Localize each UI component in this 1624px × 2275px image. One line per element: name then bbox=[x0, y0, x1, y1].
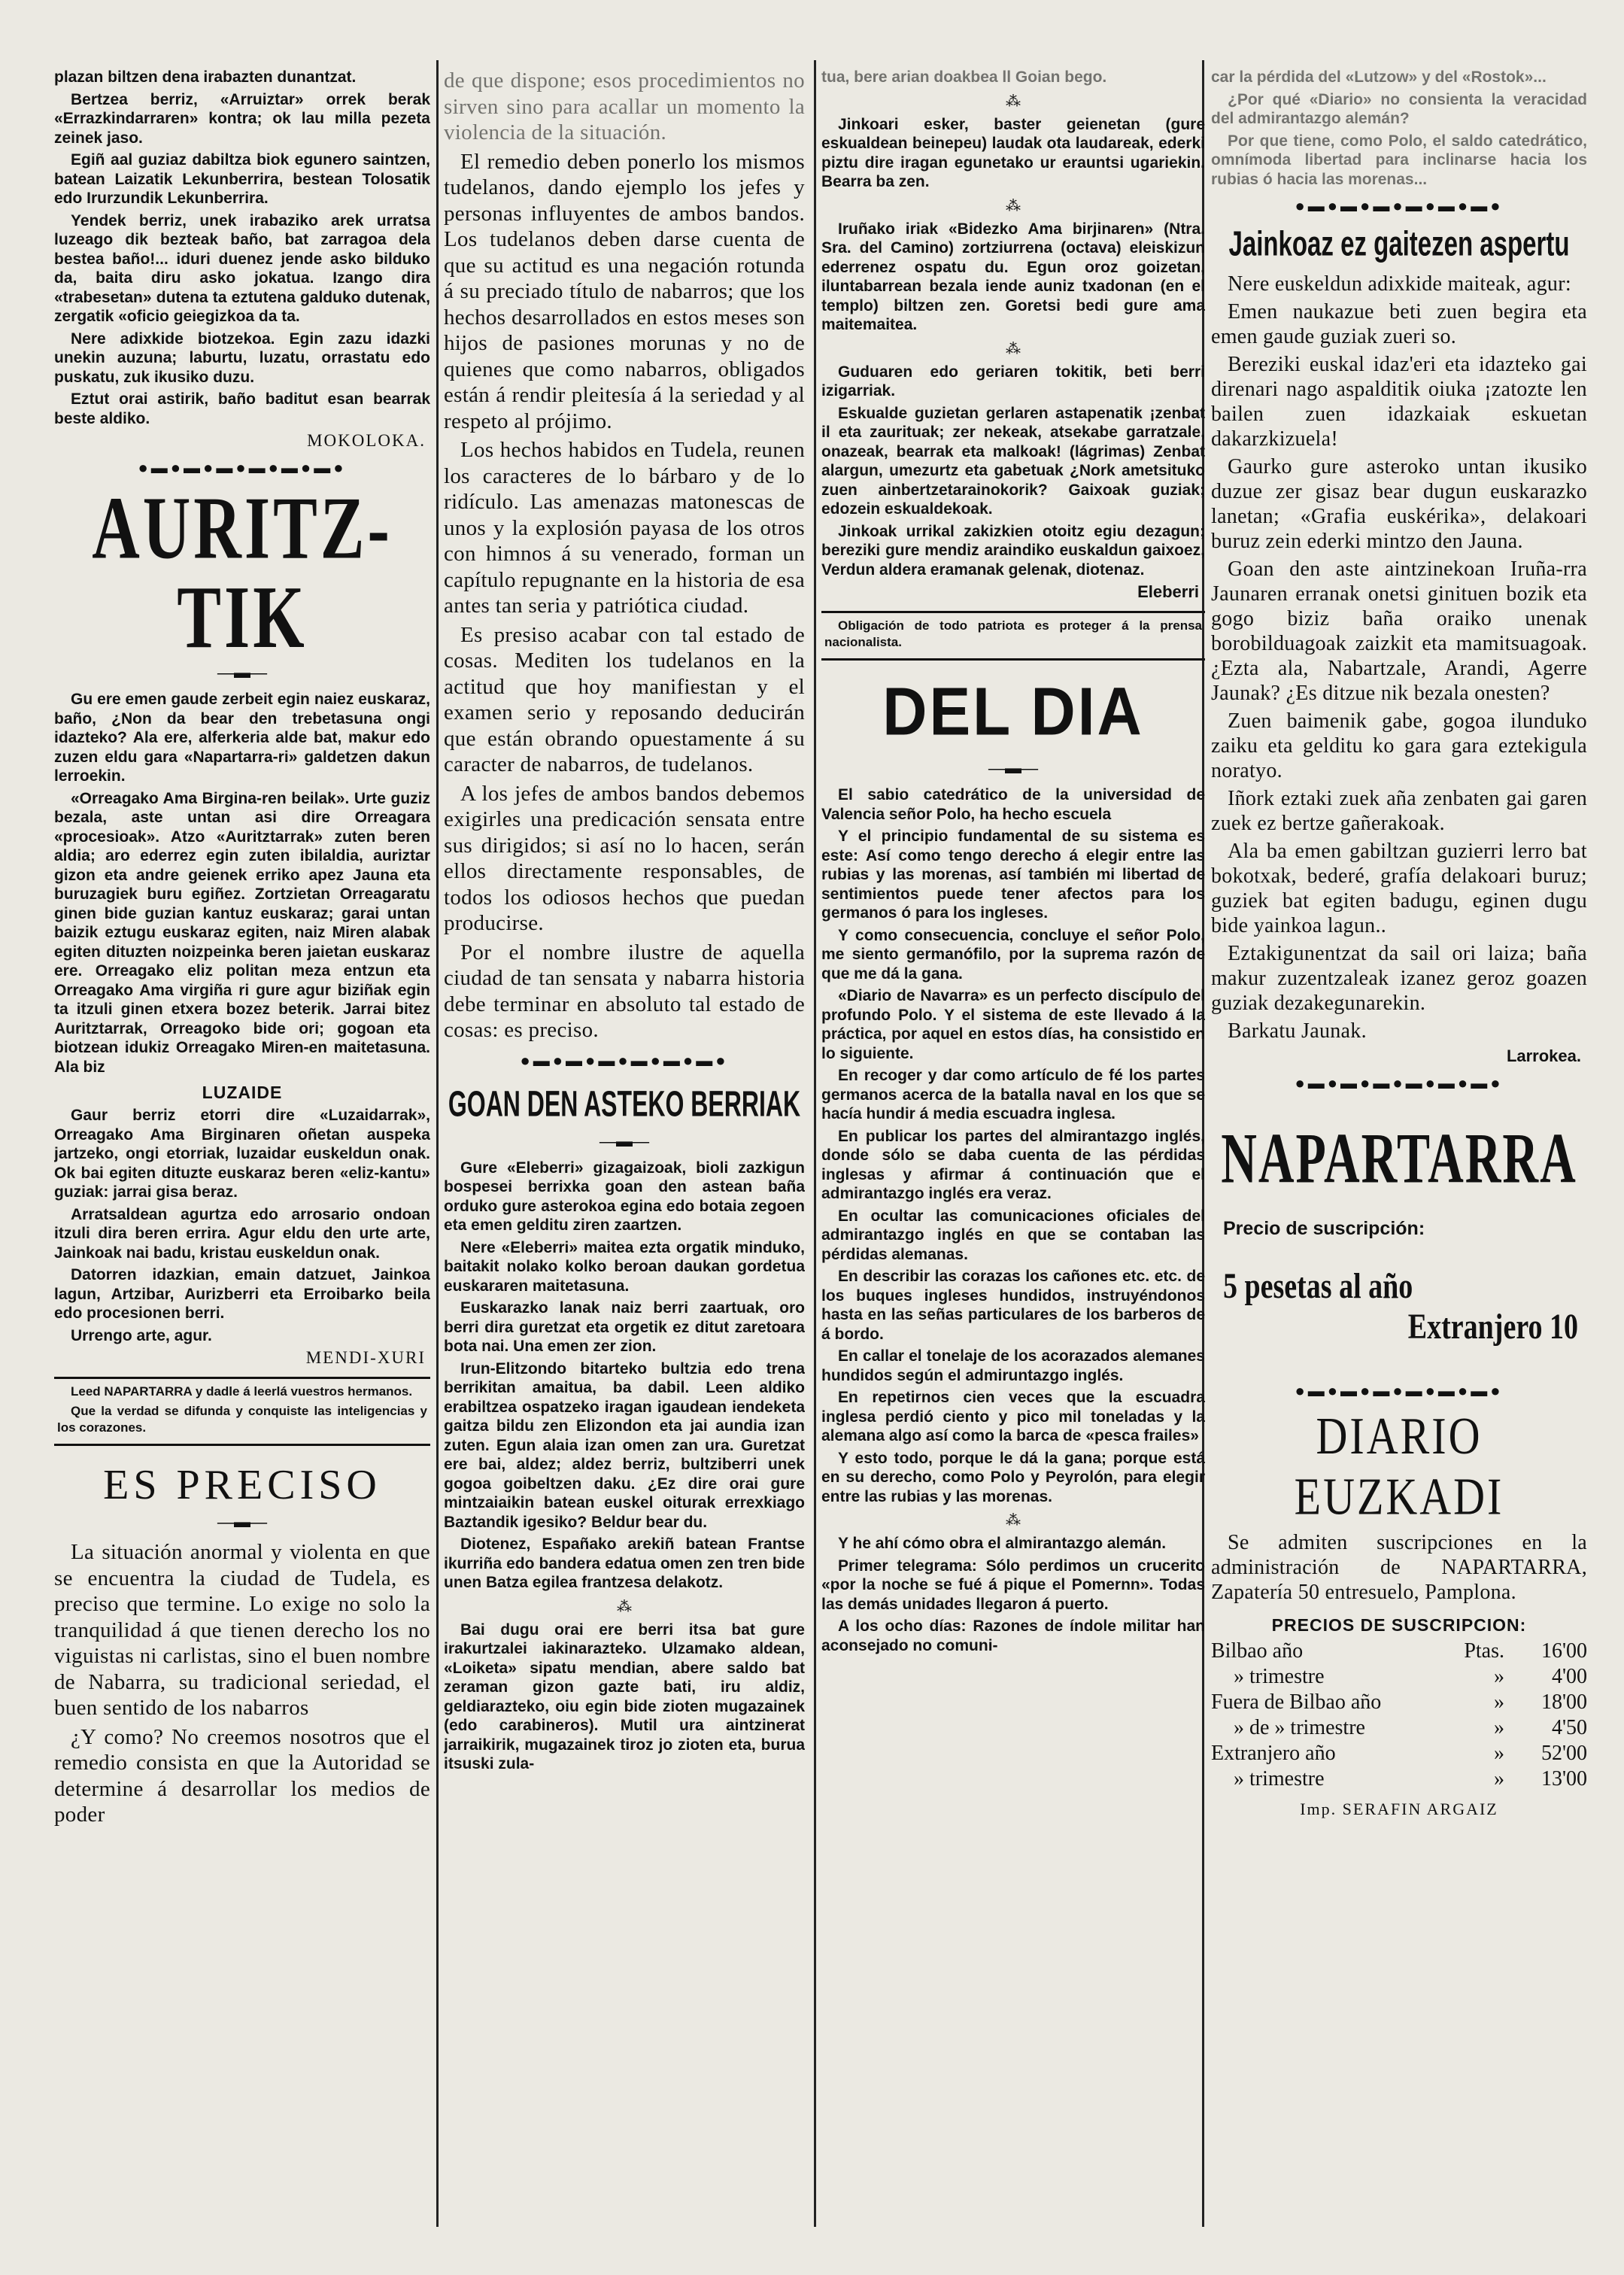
paragraph: Yendek berriz, unek irabaziko arek urratsa luzeago dik bezteak baño, bat zarragoa dela bestea baño!... iduri duenez jende asko bilduko da, baita diru asko jokatua. Izango dira «trabesetan» dutena ta eztutena galduko dutenak, zergatik «oficio geiegizkoa da ta. bbox=[54, 211, 430, 325]
ornamental-divider: ●▬●▬●▬●▬●▬●▬● bbox=[1295, 1381, 1504, 1400]
paragraph: ¿Y como? No creemos nosotros que el remedio consista en que la Autoridad se determine á desarrollar los medios de poder bbox=[54, 1724, 430, 1827]
price-table bbox=[1211, 1639, 1587, 1792]
price-unit: » bbox=[1494, 1742, 1504, 1765]
paragraph: Arratsaldean agurtza edo arrosario ondoan itzuli dira beren errira. Agur eldu den urte arte, Jainkoak nai badu, kristau euskeldun onak. bbox=[54, 1205, 430, 1262]
paragraph: Y he ahí cómo obra el almirantazgo alemán. bbox=[838, 1535, 1167, 1552]
paragraph: Eskualde guzietan gerlaren astapenatik ¡zenbat il eta zaurituak; zer nekeak, atsekabe garratzale, onazeak, bearrak eta malkoak! (lágrimas) Zenbat alargun, umezurtz eta gabetuak ¿Nork ametsituko zuen ainbertzetarainokorik? Gaixoak guziak; edozein eskualdekoak. bbox=[821, 404, 1205, 518]
paragraph: de que dispone; esos procedimientos no sirven sino para acallar un momento la violencia de la situación. bbox=[444, 68, 805, 144]
paragraph: Gaurko gure asteroko untan ikusiko duzue zer gisaz bear dugun euskarazko lanetan; «Grafia euskérika», delakoari buruz zein ederki mintzo den Jauna. bbox=[1211, 455, 1587, 553]
paragraph: Irun-Elitzondo bitarteko bultzia edo trena berrikitan amaitua, ba dabil. Leen aldiko erabiltzea ospatzeko iragan igaudean iendeketa gaitza bildu zen Elizondon eta jai aundia izan zuten. Egun alaia izan omen zan ura. Guretzat ere bai, aldez; aldez berriz, bultziberri unek gogoa goibeltzen daku. ¿Ez dire orai gure mintzaiaikin batean euskel oiturak errexkiago Baztandik igesiko? Beldur bear du. bbox=[444, 1359, 805, 1531]
price-row bbox=[1211, 1690, 1587, 1715]
paragraph: Gure «Eleberri» gizagaizoak, bioli zazkigun bospesei berrixka goan den astean baña orduko gure asterokoa egina edo botaia zegoen eta emen gelditu ziren zaartzen. bbox=[444, 1159, 805, 1234]
price-amount: 4'50 bbox=[1551, 1716, 1587, 1739]
subheading-luzaide: LUZAIDE bbox=[202, 1083, 283, 1102]
article-goan-den bbox=[444, 1159, 805, 1774]
prices-heading: PRECIOS DE SUSCRIPCION: bbox=[1271, 1615, 1527, 1635]
paragraph: Jinkoak urrikal zakizkien otoitz egiu dezagun; bereziki gure mendiz araindiko euskaldun gaixoez, Verdun aldera eramanak gelenak, diotenaz. bbox=[821, 522, 1205, 579]
price-label: Bilbao año bbox=[1211, 1639, 1304, 1663]
paragraph: Ala ba emen gabiltzan guzierri lerro bat bokotxak, bederé, grafía delakoari buruz; guziek bat egiten badugu, eginen dugu bide yainkoa lagun.. bbox=[1211, 840, 1587, 937]
paragraph: Bai dugu orai ere berri itsa bat gure irakurtzalei iakinarazteko. Ulzamako aldean, «Loiketa» sipatu mendian, abere saldo bat zeraman gizon gazte bati, iru aldiz, geldiarazteko, oiu egin bide zioten mugazainek (edo carabineros). Mutil ura aintzinerat jarraikirik, mugazainek tiroz jo zioten eta, burua itsuski zula- bbox=[444, 1620, 805, 1772]
article-es-preciso-cont bbox=[444, 68, 805, 1043]
price-row bbox=[1211, 1741, 1587, 1766]
paragraph: Y como consecuencia, concluye el señor Polo, me siento germanófilo, por la suprema razón de que me dá la gana. bbox=[821, 926, 1205, 983]
asterism: ⁂ bbox=[1006, 93, 1021, 110]
price-row bbox=[1211, 1639, 1587, 1664]
ornamental-divider: ●▬●▬●▬●▬●▬●▬● bbox=[520, 1050, 729, 1070]
paragraph: Urrengo arte, agur. bbox=[71, 1326, 212, 1344]
notice-text: Obligación de todo patriota es proteger á la prensa nacionalista. bbox=[824, 618, 1202, 649]
article-continuation bbox=[54, 68, 430, 451]
notice-text: Que la verdad se difunda y conquiste las inteligencias y los corazones. bbox=[57, 1404, 427, 1435]
title-dash: —▬— bbox=[217, 663, 267, 682]
paragraph: Los hechos habidos en Tudela, reunen los caracteres de lo bárbaro y de lo ridículo. Las amenazas matonescas de unos y la explosión payasa de los otros con himnos á su venerado, forman un capítulo repugnante en la historia de esa antes tan seria y patriótica ciudad. bbox=[444, 438, 805, 618]
paragraph: El remedio deben ponerlo los mismos tudelanos, dando ejemplo los jefes y personas influyentes de ambos bandos. Los tudelanos deben darse cuenta de que su actitud es una negación rotunda á su preciado título de nabarros; que los hechos desarrollados en estos meses son hijos de pasiones morunas y no de quienes que como nabarros, obligados están á rendir pleitesía á la seriedad y al respeto al prójimo. bbox=[444, 149, 805, 433]
title-dash: —▬— bbox=[600, 1131, 649, 1150]
paragraph: Diotenez, Españako arekiñ batean Frantse ikurriña edo bandera edatua omen zen tren bide unen Batza egilea frantzesa delakotz. bbox=[444, 1535, 805, 1591]
price-unit: » bbox=[1494, 1767, 1504, 1791]
paragraph: Gaur berriz etorri dire «Luzaidarrak», Orreagako Ama Birginaren oñetan auspeka jartzeko, ongi etorriak, luzaidar euskeldun onak. Ok bai egiten dituzte euskaraz beren «eliz-kantu» guziak: jarrai gisa beraz. bbox=[54, 1107, 430, 1201]
section-title-auritz: AURITZ-TIK bbox=[92, 479, 393, 668]
paragraph: «Orreagako Ama Birgina-ren beilak». Urte guziz bezala, aste untan asi dire Orreagara «procesioak». Atzo «Auritztarrak» zuten beren aldia; aro ederrez egin zuten ibilaldia, auriztar gizon eta andre geienek erriko apez Jauna eta buruzagiek buru egiñez. Zortzietan Orreagaratu ginen bide guzian kantuz euskaraz; garai untan baizik eztugu euskaraz egiten, naiz Miren alabak egiten dituzten noizpeinka beren jaietan euskaraz ere. Orreagako eliz politan meza entzun eta Orreagako Ama virgiña ri gure agur biziñak egin ta itzuli ginen etxera bozez beterik. Jarrai bitez Auritztarrak, Orreagoko bide ori; gogoan eta biotzean idukiz Orreagako Miren-en maitetasuna. Ala biz bbox=[54, 789, 430, 1076]
diario-euzkadi-title: DIARIO EUZKADI bbox=[1294, 1406, 1504, 1526]
price-unit: » bbox=[1494, 1690, 1504, 1714]
price-label: » trimestre bbox=[1234, 1665, 1325, 1688]
price-label: Fuera de Bilbao año bbox=[1211, 1690, 1382, 1714]
signature: Eleberri bbox=[1137, 582, 1199, 601]
paragraph: Nere «Eleberri» maitea ezta orgatik minduko, baitakit nolako kolko beroan daukan gordetua euskararen maitetasuna. bbox=[444, 1238, 805, 1295]
paragraph: En describir las corazas los cañones etc. etc. de los buques ingleses hundidos, instruyéndonos hasta en las señas particulares de los barberos de á bordo. bbox=[821, 1268, 1205, 1343]
subscription-price-label: Precio de suscripción: bbox=[1223, 1218, 1425, 1239]
section-title-es-preciso: ES PRECISO bbox=[103, 1462, 381, 1508]
asterism: ⁂ bbox=[617, 1598, 632, 1615]
paragraph: En ocultar las comunicaciones oficiales del admirantazgo inglés en que se contaban las pérdidas alemanas. bbox=[821, 1207, 1205, 1263]
paragraph: Jinkoari esker, baster geienetan (gure eskualdean beinepeu) laudak ota laudareak, ederki piztu dire iragan egunetako ur erauntsi ugariekin. Bearra ba zen. bbox=[821, 115, 1205, 190]
paragraph: A los jefes de ambos bandos debemos exigirles una predicación sensata entre sus dirigidos; si así no lo hacen, serán ellos directamente responsables, de todos los odiosos hechos que puedan producirse. bbox=[444, 781, 805, 935]
column-4 bbox=[1211, 68, 1587, 1819]
paragraph: El sabio catedrático de la universidad de Valencia señor Polo, ha hecho escuela bbox=[821, 786, 1205, 823]
paragraph: Nere euskeldun adixkide maiteak, agur: bbox=[1228, 272, 1571, 296]
price-amount: 13'00 bbox=[1541, 1767, 1587, 1791]
paragraph: Y esto todo, porque le dá la gana; porque está en su derecho, como Polo y Peyrolón, para elegir entre las rubias y las morenas. bbox=[821, 1449, 1205, 1505]
notice-box bbox=[821, 611, 1205, 661]
notice-box bbox=[54, 1377, 430, 1446]
title-dash: —▬— bbox=[988, 758, 1038, 777]
signature: MENDI-XURI bbox=[305, 1348, 426, 1367]
price-row bbox=[1211, 1664, 1587, 1690]
paragraph: Iñork eztaki zuek aña zenbaten gai garen zuek ez bertze gañerakoak. bbox=[1211, 787, 1587, 835]
paragraph: Eztakigunentzat da sail ori laiza; baña makur zuzentzaleak izanez geroz goazen guziak dezakegunarekin. bbox=[1211, 942, 1587, 1015]
price-amount: 18'00 bbox=[1541, 1690, 1587, 1714]
paragraph: Barkatu Jaunak. bbox=[1228, 1019, 1367, 1043]
price-row bbox=[1211, 1715, 1587, 1741]
price-unit: » bbox=[1494, 1665, 1504, 1688]
paragraph: En recoger y dar como artículo de fé los partes germanos acerca de la batalla naval en los que se hacía hundir á media escuadra inglesa. bbox=[821, 1067, 1205, 1122]
paragraph: Se admiten suscripciones en la administración de NAPARTARRA, Zapatería 50 entresuelo, Pamplona. bbox=[1211, 1531, 1587, 1604]
section-title-goan-den: GOAN DEN ASTEKO BERRIAK bbox=[448, 1083, 801, 1124]
paragraph: A los ocho días: Razones de índole militar han aconsejado no comuni- bbox=[821, 1617, 1205, 1654]
notice-text: Leed NAPARTARRA y dadle á leerlá vuestros hermanos. bbox=[71, 1384, 413, 1399]
price-abroad: Extranjero 10 bbox=[1407, 1307, 1578, 1347]
paragraph: Euskarazko lanak naiz berri zaartuak, oro berri dira guretzat eta orgetik ez ditut zaretoara bota nai. Una emen zer zion. bbox=[444, 1299, 805, 1355]
column-3 bbox=[821, 68, 1205, 1658]
article-del-dia-cont bbox=[1211, 68, 1587, 189]
paragraph: Bertzea berriz, «Arruiztar» orrek berak «Errazkindarraren» kontra; ok lau milla pezeta zeinek jaso. bbox=[54, 90, 430, 147]
ornamental-divider: ●▬●▬●▬●▬●▬●▬● bbox=[1295, 196, 1504, 215]
paragraph: En callar el tonelaje de los acorazados alemanes hundidos según el admiruntazgo inglés. bbox=[821, 1347, 1205, 1384]
paragraph: Iruñako iriak «Bidezko Ama birjinaren» (Ntra. Sra. del Camino) zortziurrena (octava) eleiskizun ederrenez ospatu du. Egun oroz goizetan, iluntabarrean bezala iende auniz txadonan (en el templo) biltzen zen. Goretsi bedi gure ama maitemaitea. bbox=[821, 220, 1205, 333]
column-2 bbox=[444, 68, 805, 1777]
section-title-jainkoaz: Jainkoaz ez gaitezen aspertu bbox=[1228, 223, 1570, 263]
paragraph: plazan biltzen dena irabazten dunantzat. bbox=[54, 68, 357, 86]
paragraph: En publicar los partes del almirantazgo inglés, donde sólo se daba cuenta de las pérdidas inglesas y afirmar á continuación que el admirantazgo inglés era veraz. bbox=[821, 1127, 1205, 1202]
paragraph: Bereziki euskal idaz'eri eta idazteko gai direnari nago aspalditik oiuka ¡zatozte len bailen zuen idazkaiak eskuetan dakarzkizuela! bbox=[1211, 353, 1587, 451]
price-label: » de » trimestre bbox=[1234, 1716, 1365, 1739]
paragraph: Goan den aste aintzinekoan Iruña-rra Jaunaren erranak onetsi ginituen bozik eta gogo biziz baña oraiko unenak borobilduagoak zaizkit eta mamitsuagoak. ¿Ezta ala, Nabartzale, Arandi, Agerre Jaunak? ¿Es ditzue nik bezala onesten? bbox=[1211, 557, 1587, 705]
asterism: ⁂ bbox=[1006, 340, 1021, 357]
paragraph: Nere adixkide biotzekoa. Egin zazu idazki unekin auzuna; laburtu, luzatu, orrastatu edo puskatu, zuk ikusiko duzu. bbox=[54, 330, 430, 386]
price-unit: » bbox=[1494, 1716, 1504, 1739]
paragraph: Primer telegrama: Sólo perdimos un crucerito «por la noche se fué á pique el Pomernn». Todas las demás unidades llegaron á puerto. bbox=[821, 1557, 1205, 1613]
printer-credit: Imp. SERAFIN ARGAIZ bbox=[1300, 1800, 1498, 1818]
column-rule bbox=[814, 60, 816, 2227]
asterism: ⁂ bbox=[1006, 197, 1021, 214]
price-label: Extranjero año bbox=[1211, 1742, 1336, 1765]
paragraph: En repetirnos cien veces que la escuadra inglesa perdió ciento y pico mil toneladas y la alemana algo así como la barca de «pesca frailes» bbox=[821, 1389, 1205, 1444]
column-1 bbox=[54, 68, 430, 1831]
signature: Larrokea. bbox=[1506, 1046, 1581, 1065]
article-es-preciso bbox=[54, 1539, 430, 1828]
paragraph: Y el principio fundamental de su sistema es este: Así como tengo derecho á elegir entre las rubias y las morenas, así también mi libertad de sentimientos puede tener afectos para los germanos ó para los ingleses. bbox=[821, 828, 1205, 922]
asterism: ⁂ bbox=[1006, 1512, 1021, 1529]
paragraph: Por el nombre ilustre de aquella ciudad de tan sensata y nabarra historia debe terminar en absoluto tal estado de cosas: es preciso. bbox=[444, 940, 805, 1042]
paragraph: Por que tiene, como Polo, el saldo catedrático, omnímoda libertad para inclinarse hacia los rubias ó hacia las morenas... bbox=[1211, 132, 1587, 188]
paragraph: Eztut orai astirik, baño baditut esan bearrak beste aldiko. bbox=[54, 390, 430, 427]
napartarra-masthead: NAPARTARRA bbox=[1221, 1119, 1577, 1199]
column-rule bbox=[436, 60, 439, 2227]
paragraph: ¿Por qué «Diario» no consienta la veracidad del admirantazgo alemán? bbox=[1211, 90, 1587, 127]
price-row bbox=[1211, 1766, 1587, 1792]
article-del-dia bbox=[821, 785, 1205, 1655]
paragraph: Es presiso acabar con tal estado de cosas. Mediten los tudelanos en la actitud que hoy manifiestan y el examen serio y reposando deducirán que están obrando opuestamente á su caracter de nabarros, de tudelanos. bbox=[444, 622, 805, 776]
price-label: » trimestre bbox=[1234, 1767, 1325, 1791]
price-local: 5 pesetas al año bbox=[1223, 1266, 1413, 1307]
paragraph: Egiñ aal guziaz dabiltza biok egunero saintzen, batean Laizatik Lekunberrira, bestean Tolosatik edo Irurzundik Lekunberrira. bbox=[54, 151, 430, 207]
paragraph: «Diario de Navarra» es un perfecto discípulo del profundo Polo. Y el sistema de este llevado á la práctica, por aquel en estos días, ha consistido en lo siguiente. bbox=[821, 987, 1205, 1062]
paragraph: tua, bere arian doakbea ll Goian bego. bbox=[821, 68, 1107, 86]
paragraph: Emen naukazue beti zuen begira eta emen gaude guziak zueri so. bbox=[1211, 300, 1587, 348]
title-dash: —▬— bbox=[217, 1512, 267, 1531]
section-title-del-dia: DEL DIA bbox=[882, 674, 1144, 750]
article-auritz bbox=[54, 690, 430, 1368]
article-goan-den-cont bbox=[821, 68, 1205, 602]
paragraph: Zuen baimenik gabe, gogoa ilunduko zaiku eta gelditu ko gara gara eztekigula noratyo. bbox=[1211, 709, 1587, 782]
price-unit: Ptas. bbox=[1464, 1639, 1504, 1663]
ornamental-divider: ●▬●▬●▬●▬●▬●▬● bbox=[138, 458, 347, 477]
paragraph: Datorren idazkian, emain datzuet, Jainkoa lagun, Artzibar, Aurizberri eta Erroibarko beila edo procesionen berri. bbox=[54, 1266, 430, 1322]
price-amount: 52'00 bbox=[1541, 1742, 1587, 1765]
ornamental-divider: ●▬●▬●▬●▬●▬●▬● bbox=[1295, 1074, 1504, 1092]
paragraph: car la pérdida del «Lutzow» y del «Rostok»... bbox=[1211, 68, 1547, 86]
price-amount: 16'00 bbox=[1541, 1639, 1587, 1663]
signature: MOKOLOKA. bbox=[307, 431, 426, 450]
diario-euzkadi-notice bbox=[1211, 1530, 1587, 1605]
paragraph: La situación anormal y violenta en que se encuentra la ciudad de Tudela, es preciso que termine. Lo exige no solo la tranquilidad á que tienen derecho los no viguistas ni carlistas, sino el buen nombre de Nabarra, su tradicional seriedad, el buen sentido de los nabarros bbox=[54, 1540, 430, 1720]
paragraph: Gu ere emen gaude zerbeit egin naiez euskaraz, baño, ¿Non da bear den trebetasuna ongi idazteko? Ala ere, alferkeria alde bat, makur edo zuzen eldu gara «Napartarra-ri» galdetzen dakun lerroekin. bbox=[54, 691, 430, 785]
article-jainkoaz bbox=[1211, 272, 1587, 1043]
price-amount: 4'00 bbox=[1551, 1665, 1587, 1688]
paragraph: Guduaren edo geriaren tokitik, beti berri izigarriak. bbox=[821, 363, 1205, 399]
